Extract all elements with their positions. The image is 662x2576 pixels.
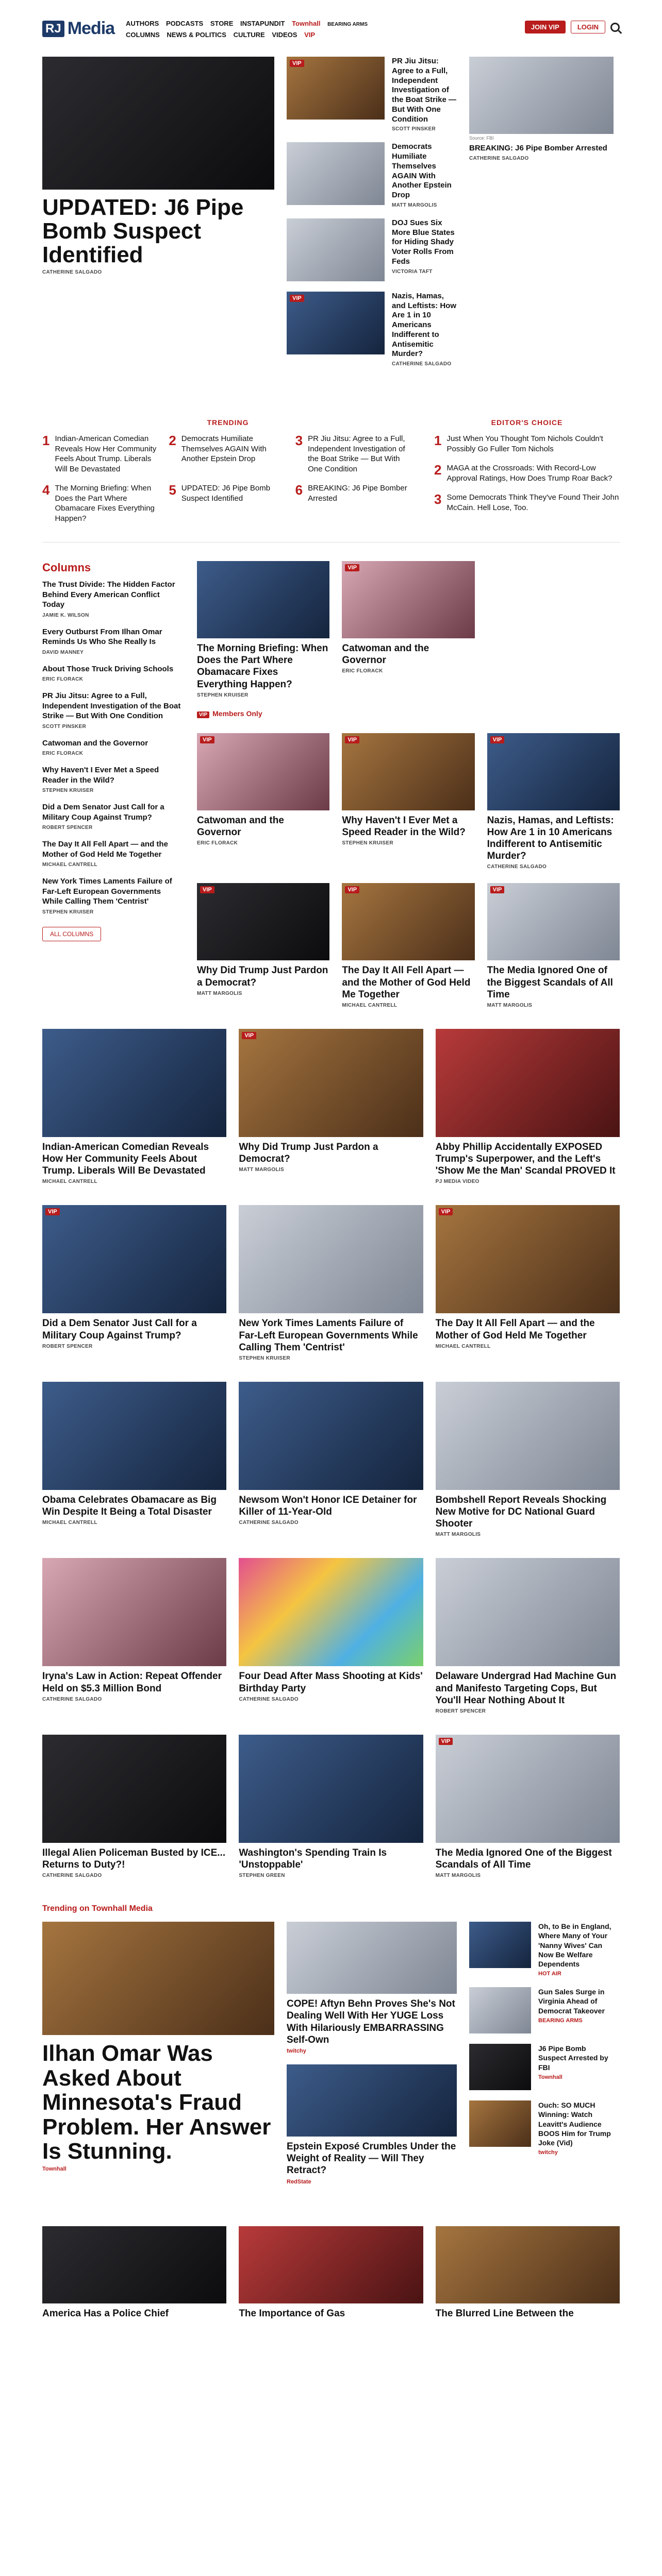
story-title[interactable]: The Media Ignored One of the Biggest Scandals of All Time [487,965,613,1000]
nav-row-2 [126,30,373,40]
trending-title[interactable]: PR Jiu Jitsu: Agree to a Full, Independent Investigation of the Boat Strike — But With One Condition [308,434,405,473]
image-caption: Source: FBI [469,135,494,141]
townhall-item[interactable] [469,2100,614,2156]
editors-number: 1 [434,433,442,448]
columns-list [42,561,181,1008]
story-card[interactable] [42,1205,226,1361]
editors-item[interactable] [434,463,620,483]
story-author[interactable]: CATHERINE SALGADO [392,361,452,367]
story-title[interactable]: Nazis, Hamas, and Leftists: How Are 1 in 10 Americans Indifferent to Antisemitic Murder? [487,815,614,862]
story-card[interactable] [287,292,457,367]
column-item[interactable] [42,580,181,619]
trending-item[interactable] [169,483,287,523]
story-author[interactable]: MATT MARGOLIS [435,1532,481,1538]
logo-media: Media [67,19,115,38]
story-title[interactable]: Gun Sales Surge in Virginia Ahead of Democrat Takeover [538,1988,605,2015]
nav-news[interactable]: NEWS & POLITICS [167,31,226,39]
story-image[interactable] [42,1029,226,1137]
story-author[interactable]: ERIC FLORACK [197,840,238,846]
vip-badge: VIP [200,886,214,893]
story-author[interactable]: CATHERINE SALGADO [239,1520,299,1526]
story-author[interactable]: VICTORIA TAFT [392,268,433,275]
trending-item[interactable] [169,434,287,474]
vip-badge: VIP [290,295,304,302]
story-image[interactable] [469,2044,531,2090]
story-title[interactable]: The Day It All Fell Apart — and the Mother of God Held Me Together [342,965,471,1000]
story-image[interactable] [239,1382,423,1490]
story-title[interactable]: The Media Ignored One of the Biggest Scandals of All Time [435,1847,612,1871]
vip-badge: VIP [345,736,359,743]
search-icon[interactable] [610,23,620,32]
story-image[interactable] [342,561,474,638]
story-image[interactable] [287,1922,457,1994]
column-author[interactable]: MICHAEL CANTRELL [42,862,97,868]
story-title[interactable]: Delaware Undergrad Had Machine Gun and Manifesto Targeting Cops, But You'll Hear Nothing About It [435,1671,617,1706]
story-title[interactable]: Indian-American Comedian Reveals How Her Community Feels About Trump. Liberals Will Be Devastated [42,1141,209,1177]
story-title[interactable]: Abby Phillip Accidentally EXPOSED Trump's Superpower, and the Left's 'Show Me the Man' Scandal PROVED It [435,1141,616,1177]
story-card[interactable] [239,1558,423,1714]
login-button[interactable]: LOGIN [571,21,605,33]
nav-store[interactable]: STORE [210,20,234,27]
story-title[interactable]: America Has a Police Chief [42,2308,169,2319]
story-title[interactable]: Why Did Trump Just Pardon a Democrat? [239,1141,378,1165]
story-author[interactable]: CATHERINE SALGADO [42,1696,102,1702]
story-image[interactable] [42,1735,226,1843]
story-author[interactable]: ROBERT SPENCER [435,1708,486,1714]
story-image[interactable] [239,1558,423,1666]
trending-number: 4 [42,482,50,498]
lead-image[interactable] [42,57,274,190]
trending-title[interactable]: The Morning Briefing: When Does the Part Where Obamacare Fixes Everything Happen? [55,484,155,523]
editors-title[interactable]: Just When You Thought Tom Nichols Couldn't Possibly Go Fuller Tom Nichols [446,434,603,453]
story-author[interactable]: CATHERINE SALGADO [487,864,547,870]
story-card[interactable] [42,1029,226,1185]
story-source[interactable]: twitchy [538,2149,558,2156]
column-author[interactable]: ERIC FLORACK [42,751,84,756]
member-card[interactable] [487,883,620,1008]
story-card[interactable] [287,218,457,281]
townhall-section [42,1922,620,2195]
vip-badge: VIP [490,736,505,743]
story-grid [42,1029,620,1878]
trending-heading: TRENDING [207,418,249,427]
story-author[interactable]: STEPHEN KRUISER [197,692,249,698]
story-author[interactable]: ERIC FLORACK [342,668,383,674]
column-author[interactable]: DAVID MANNEY [42,649,84,655]
nav-culture[interactable]: CULTURE [233,31,265,39]
column-author[interactable]: SCOTT PINSKER [42,723,87,730]
member-card[interactable] [342,883,474,1008]
story-image[interactable] [469,1922,531,1968]
trending-number: 2 [169,433,176,448]
story-image[interactable] [42,1382,226,1490]
story-title[interactable]: The Blurred Line Between the [435,2308,574,2319]
editors-item[interactable] [434,434,620,454]
story-title[interactable]: The Importance of Gas [239,2308,345,2319]
story-title[interactable]: DOJ Sues Six More Blue States for Hiding Shady Voter Rolls From Feds [392,218,455,266]
column-title[interactable]: Why Haven't I Ever Met a Speed Reader in the Wild? [42,766,159,785]
story-author[interactable]: MICHAEL CANTRELL [435,1343,491,1349]
column-card[interactable] [197,561,329,698]
editors-item[interactable] [434,493,620,513]
vip-badge: VIP [45,1208,60,1215]
story-title[interactable]: Why Did Trump Just Pardon a Democrat? [197,965,328,988]
story-source[interactable]: Townhall [538,2074,562,2080]
story-title[interactable]: PR Jiu Jitsu: Agree to a Full, Independent Investigation of the Boat Strike — But With One Condition [392,57,457,124]
column-title[interactable]: New York Times Laments Failure of Far-Left European Governments While Calling Them 'Centrist' [42,877,172,906]
column-item[interactable] [42,627,181,656]
story-card[interactable] [436,1735,620,1878]
story-image[interactable] [342,733,474,810]
vip-badge: VIP [490,886,505,893]
story-author[interactable]: MICHAEL CANTRELL [42,1520,97,1526]
story-title[interactable]: Bombshell Report Reveals Shocking New Motive for DC National Guard Shooter [435,1494,607,1530]
column-author[interactable]: ERIC FLORACK [42,676,84,682]
story-image[interactable] [287,142,385,205]
hero-section [42,57,620,377]
column-item[interactable] [42,839,181,868]
editors-choice-heading: EDITOR'S CHOICE [491,418,563,427]
column-author[interactable]: STEPHEN KRUISER [42,788,94,793]
story-image[interactable] [287,57,385,120]
story-author[interactable]: MATT MARGOLIS [392,202,437,208]
story-image[interactable] [239,1029,423,1137]
story-source[interactable]: BEARING ARMS [538,2017,583,2024]
join-vip-button[interactable]: JOIN VIP [525,21,566,33]
vip-badge: VIP [242,1032,256,1039]
column-title[interactable]: About Those Truck Driving Schools [42,664,174,673]
editors-title[interactable]: MAGA at the Crossroads: With Record-Low Approval Ratings, How Does Trump Roar Back? [446,464,613,483]
story-title[interactable]: Epstein Exposé Crumbles Under the Weight of Reality — Will They Retract? [287,2141,456,2176]
all-columns-button[interactable]: ALL COLUMNS [42,927,101,941]
story-image[interactable] [342,883,474,960]
story-card[interactable] [436,1382,620,1538]
story-title[interactable]: Obama Celebrates Obamacare as Big Win Despite It Being a Total Disaster [42,1494,217,1518]
story-card[interactable] [436,1029,620,1185]
townhall-card[interactable] [287,1922,457,2054]
story-author[interactable]: SCOTT PINSKER [392,126,436,132]
townhall-card[interactable] [287,2064,457,2185]
story-title[interactable]: New York Times Laments Failure of Far-Left European Governments While Calling Them 'Centrist' [239,1318,418,1353]
story-title[interactable]: Nazis, Hamas, and Leftists: How Are 1 in 10 Americans Indifferent to Antisemitic Murder? [392,291,457,359]
story-card[interactable] [42,2226,226,2319]
trending-number: 1 [42,433,50,448]
column-title[interactable]: Catwoman and the Governor [42,738,148,748]
story-title[interactable]: Four Dead After Mass Shooting at Kids' Birthday Party [239,1671,423,1694]
trending-number: 6 [295,482,303,498]
member-card[interactable] [197,883,329,1008]
page [42,0,620,2319]
story-image[interactable] [42,2226,226,2303]
column-title[interactable]: Every Outburst From Ilhan Omar Reminds Us Who She Really Is [42,627,162,646]
nav-instapundit[interactable]: INSTAPUNDIT [240,20,285,27]
story-title[interactable]: Newsom Won't Honor ICE Detainer for Killer of 11-Year-Old [239,1494,417,1518]
story-author[interactable]: CATHERINE SALGADO [42,1873,102,1879]
columns-section [42,561,620,1008]
column-item[interactable] [42,691,181,730]
story-card[interactable] [436,1205,620,1361]
trending-item[interactable] [42,483,160,523]
story-image[interactable] [487,733,620,810]
nav-vip[interactable]: VIP [304,31,316,39]
story-image[interactable] [469,57,614,134]
story-author[interactable]: MATT MARGOLIS [197,990,242,996]
story-image[interactable] [469,2100,531,2147]
column-item[interactable] [42,738,181,757]
story-title[interactable]: Washington's Spending Train Is 'Unstoppable' [239,1847,387,1871]
story-image[interactable] [42,1205,226,1313]
column-author[interactable]: STEPHEN KRUISER [42,909,94,915]
lead-title[interactable]: UPDATED: J6 Pipe Bomb Suspect Identified [42,195,244,268]
bottom-stories [42,2226,620,2319]
columns-grid [197,561,620,1008]
hero-middle-list [287,57,457,377]
column-title[interactable]: PR Jiu Jitsu: Agree to a Full, Independent Investigation of the Boat Strike — But With One Condition [42,691,181,720]
editors-choice-list [434,434,620,513]
story-source[interactable]: RedState [287,2178,311,2185]
story-image[interactable] [239,2226,423,2303]
trending-number: 3 [295,433,303,448]
column-author[interactable]: ROBERT SPENCER [42,825,93,831]
header-actions [525,21,620,33]
trending-item[interactable] [295,434,413,474]
story-title[interactable]: Oh, to Be in England, Where Many of Your 'Nanny Wives' Can Now Be Welfare Dependents [538,1922,611,1969]
story-title[interactable]: J6 Pipe Bomb Suspect Arrested by FBI [538,2044,608,2072]
story-card[interactable] [239,1029,423,1185]
story-card[interactable] [239,1735,423,1878]
vip-badge: VIP [345,564,359,571]
editors-title[interactable]: Some Democrats Think They've Found Their John McCain. Hell Lose, Too. [446,493,619,512]
townhall-middle [287,1922,457,2195]
story-card[interactable] [239,1382,423,1538]
story-title[interactable]: Catwoman and the Governor [197,815,284,838]
story-card[interactable] [436,1558,620,1714]
vip-badge: VIP [290,60,304,67]
spacer [487,561,620,698]
story-image[interactable] [42,1922,274,2035]
column-item[interactable] [42,765,181,794]
story-source[interactable]: HOT AIR [538,1971,561,1977]
lead-story[interactable] [42,57,274,377]
story-image[interactable] [197,561,329,638]
nav-columns[interactable]: COLUMNS [126,31,160,39]
trending-title[interactable]: Indian-American Comedian Reveals How Her Community Feels About Trump. Liberals Will Be Devastated [55,434,157,473]
story-image[interactable] [487,883,620,960]
vip-badge: VIP [439,1738,453,1745]
story-author[interactable]: PJ MEDIA VIDEO [435,1179,479,1185]
story-title[interactable]: Why Haven't I Ever Met a Speed Reader in the Wild? [342,815,466,838]
story-card[interactable] [42,1382,226,1538]
story-image[interactable] [239,1735,423,1843]
vip-badge: VIP [439,1208,453,1215]
story-image[interactable] [436,1558,620,1666]
story-image[interactable] [436,1029,620,1137]
story-author[interactable]: STEPHEN GREEN [239,1873,285,1879]
members-only-heading [197,709,620,720]
townhall-item[interactable] [469,1987,614,2033]
story-author[interactable]: MICHAEL CANTRELL [342,1002,398,1008]
trending-section [42,418,620,523]
story-author[interactable]: MATT MARGOLIS [239,1167,284,1173]
nav-podcasts[interactable]: PODCASTS [166,20,204,27]
story-image[interactable] [42,1558,226,1666]
column-item[interactable] [42,664,181,683]
column-author[interactable]: JAMIE K. WILSON [42,612,89,618]
story-author[interactable]: MATT MARGOLIS [435,1873,481,1879]
story-title[interactable]: Iryna's Law in Action: Repeat Offender Held on $5.3 Million Bond [42,1671,222,1694]
hero-right-story[interactable] [469,57,614,377]
story-title[interactable]: The Morning Briefing: When Does the Part Where Obamacare Fixes Everything Happen? [197,643,328,690]
story-title[interactable]: Did a Dem Senator Just Call for a Military Coup Against Trump? [42,1318,197,1341]
story-title[interactable]: The Day It All Fell Apart — and the Mother of God Held Me Together [435,1318,595,1341]
story-title[interactable]: Ouch: SO MUCH Winning: Watch Leavitt's Audience BOOS Him for Trump Joke (Vid) [538,2101,611,2147]
divider [42,542,620,543]
vip-badge: VIP [345,886,359,893]
townhall-item[interactable] [469,2044,614,2090]
story-card[interactable] [42,1735,226,1878]
column-title[interactable]: The Day It All Fell Apart — and the Mother of God Held Me Together [42,840,168,859]
story-card[interactable] [42,1558,226,1714]
site-header [42,0,620,57]
story-title[interactable]: Ilhan Omar Was Asked About Minnesota's Fraud Problem. Her Answer Is Stunning. [42,2041,271,2164]
story-title[interactable]: BREAKING: J6 Pipe Bomber Arrested [469,144,607,152]
story-image[interactable] [197,883,329,960]
story-image[interactable] [436,1205,620,1313]
story-card[interactable] [287,142,457,208]
nav-townhall[interactable]: Townhall [292,20,321,27]
main-nav [126,19,373,40]
townhall-right [469,1922,614,2195]
trending-item[interactable] [295,483,413,523]
nav-authors[interactable]: AUTHORS [126,20,159,27]
story-author[interactable]: STEPHEN KRUISER [239,1355,290,1361]
logo-rj: RJ [42,21,64,37]
story-image[interactable] [197,733,329,810]
story-card[interactable] [436,2226,620,2319]
columns-heading[interactable]: Columns [42,561,91,574]
editors-number: 2 [434,462,442,478]
member-card[interactable] [342,733,474,870]
story-card[interactable] [287,57,457,132]
story-title[interactable]: Illegal Alien Policeman Busted by ICE... Returns to Duty?! [42,1847,226,1871]
nav-videos[interactable]: VIDEOS [272,31,297,39]
trending-number: 5 [169,482,176,498]
column-item[interactable] [42,802,181,831]
column-title[interactable]: Did a Dem Senator Just Call for a Military Coup Against Trump? [42,803,164,822]
story-card[interactable] [239,1205,423,1361]
column-item[interactable] [42,876,181,916]
story-card[interactable] [239,2226,423,2319]
site-logo[interactable] [42,19,114,39]
nav-row-1 [126,19,373,30]
story-image[interactable] [287,218,385,281]
story-image[interactable] [436,2226,620,2303]
vip-badge: VIP [197,711,209,718]
townhall-item[interactable] [469,1922,614,1977]
story-image[interactable] [287,2064,457,2137]
townhall-lead[interactable] [42,1922,274,2195]
story-author[interactable]: CATHERINE SALGADO [239,1696,299,1702]
column-card[interactable] [342,561,474,698]
member-card[interactable] [487,733,620,870]
trending-title[interactable]: BREAKING: J6 Pipe Bomber Arrested [308,484,407,503]
column-title[interactable]: The Trust Divide: The Hidden Factor Behind Every American Conflict Today [42,580,175,609]
story-image[interactable] [436,1382,620,1490]
story-source[interactable]: twitchy [287,2047,306,2054]
story-author[interactable]: ROBERT SPENCER [42,1343,93,1349]
story-image[interactable] [239,1205,423,1313]
story-image[interactable] [287,292,385,354]
story-author[interactable]: CATHERINE SALGADO [469,155,529,161]
story-title[interactable]: Catwoman and the Governor [342,643,429,666]
story-source[interactable]: Townhall [42,2165,67,2172]
editors-number: 3 [434,492,442,507]
story-author[interactable]: STEPHEN KRUISER [342,840,393,846]
story-title[interactable]: Democrats Humiliate Themselves AGAIN With Another Epstein Drop [392,142,452,199]
member-card[interactable] [197,733,329,870]
trending-list [42,434,413,523]
story-title[interactable]: COPE! Aftyn Behn Proves She's Not Dealing Well With Her YUGE Loss With Hilariously EMBARRASSING Self-Own [287,1998,455,2045]
story-author[interactable]: MICHAEL CANTRELL [42,1179,97,1185]
story-image[interactable] [469,1987,531,2033]
story-image[interactable] [436,1735,620,1843]
townhall-heading: Trending on Townhall Media [42,1904,153,1913]
vip-badge: VIP [200,736,214,743]
nav-bearing-arms[interactable]: BEARING ARMS [327,22,368,27]
members-only-label: Members Only [212,709,262,718]
trending-item[interactable] [42,434,160,474]
story-author[interactable]: MATT MARGOLIS [487,1002,533,1008]
trending-title[interactable]: UPDATED: J6 Pipe Bomb Suspect Identified [181,484,271,503]
trending-title[interactable]: Democrats Humiliate Themselves AGAIN With Another Epstein Drop [181,434,267,463]
lead-author[interactable]: CATHERINE SALGADO [42,269,102,275]
